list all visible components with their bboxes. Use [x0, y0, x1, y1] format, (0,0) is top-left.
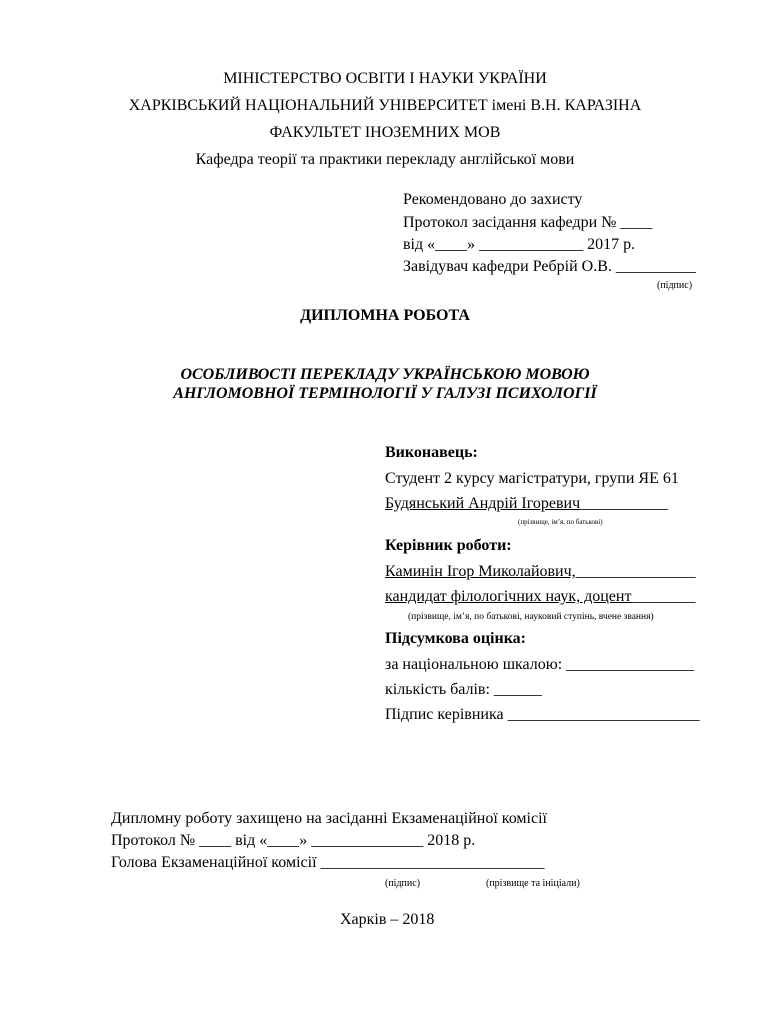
- city-year: Харків – 2018: [340, 911, 435, 928]
- supervisor-name: Каминін Ігор Миколайович,: [385, 563, 576, 580]
- thesis-title-line-2: АНГЛОМОВНОЇ ТЕРМІНОЛОГІЇ У ГАЛУЗІ ПСИХОЛОГІЇ: [173, 385, 597, 402]
- grade-national-scale: за національною шкалою: ________________: [385, 656, 695, 673]
- recommendation-line-4: Завідувач кафедри Ребрій О.В. __________: [403, 258, 696, 275]
- executor-student-line: Студент 2 курсу магістратури, групи ЯЕ 61: [385, 470, 679, 487]
- university-name: ХАРКІВСЬКИЙ НАЦІОНАЛЬНИЙ УНІВЕРСИТЕТ імені В.Н. КАРАЗІНА: [128, 97, 642, 114]
- defense-line-3: Голова Екзаменаційної комісії ____________________________: [111, 854, 545, 871]
- recommendation-line-2: Протокол засідання кафедри № ____: [403, 214, 653, 231]
- defense-line-1: Дипломну роботу захищено на засіданні Екзаменаційної комісії: [111, 810, 547, 827]
- executor-name: Будянський Андрій Ігоревич: [385, 495, 581, 512]
- grade-heading: Підсумкова оцінка:: [385, 630, 526, 647]
- supervisor-degree: кандидат філологічних наук, доцент: [385, 588, 632, 605]
- department-name: Кафедра теорії та практики перекладу англійської мови: [195, 151, 575, 168]
- supervisor-heading: Керівник роботи:: [385, 537, 512, 554]
- recommendation-signature-hint: (підпис): [657, 280, 693, 291]
- defense-name-hint: (прізвище та ініціали): [486, 878, 580, 889]
- supervisor-hint: (прізвище, ім’я, по батькові, науковий ступінь, вчене звання): [408, 612, 654, 622]
- defense-line-2: Протокол № ____ від «____» ______________ 2018 р.: [111, 832, 476, 849]
- ministry-name: МІНІСТЕРСТВО ОСВІТИ І НАУКИ УКРАЇНИ: [223, 70, 547, 87]
- recommendation-line-1: Рекомендовано до захисту: [403, 191, 583, 208]
- supervisor-name-line: [385, 563, 696, 581]
- supervisor-degree-line: [385, 588, 695, 606]
- faculty-name: ФАКУЛЬТЕТ ІНОЗЕМНИХ МОВ: [269, 124, 501, 141]
- supervisor-name-fill: _______________: [575, 563, 696, 580]
- defense-signature-hint: (підпис): [385, 878, 421, 889]
- recommendation-line-3: від «____» _____________ 2017 р.: [403, 236, 636, 253]
- supervisor-degree-fill: ________: [631, 588, 696, 605]
- executor-name-fill: ___________: [580, 495, 669, 512]
- grade-signature: Підпис керівника ________________________: [385, 706, 700, 723]
- executor-heading: Виконавець:: [385, 444, 478, 461]
- work-type-heading: ДИПЛОМНА РОБОТА: [300, 307, 470, 324]
- grade-points: кількість балів: ______: [385, 681, 542, 698]
- executor-name-hint: (прізвище, ім’я, по батькові): [518, 518, 603, 526]
- thesis-title-line-1: ОСОБЛИВОСТІ ПЕРЕКЛАДУ УКРАЇНСЬКОЮ МОВОЮ: [180, 366, 590, 383]
- executor-name-line: [385, 495, 668, 513]
